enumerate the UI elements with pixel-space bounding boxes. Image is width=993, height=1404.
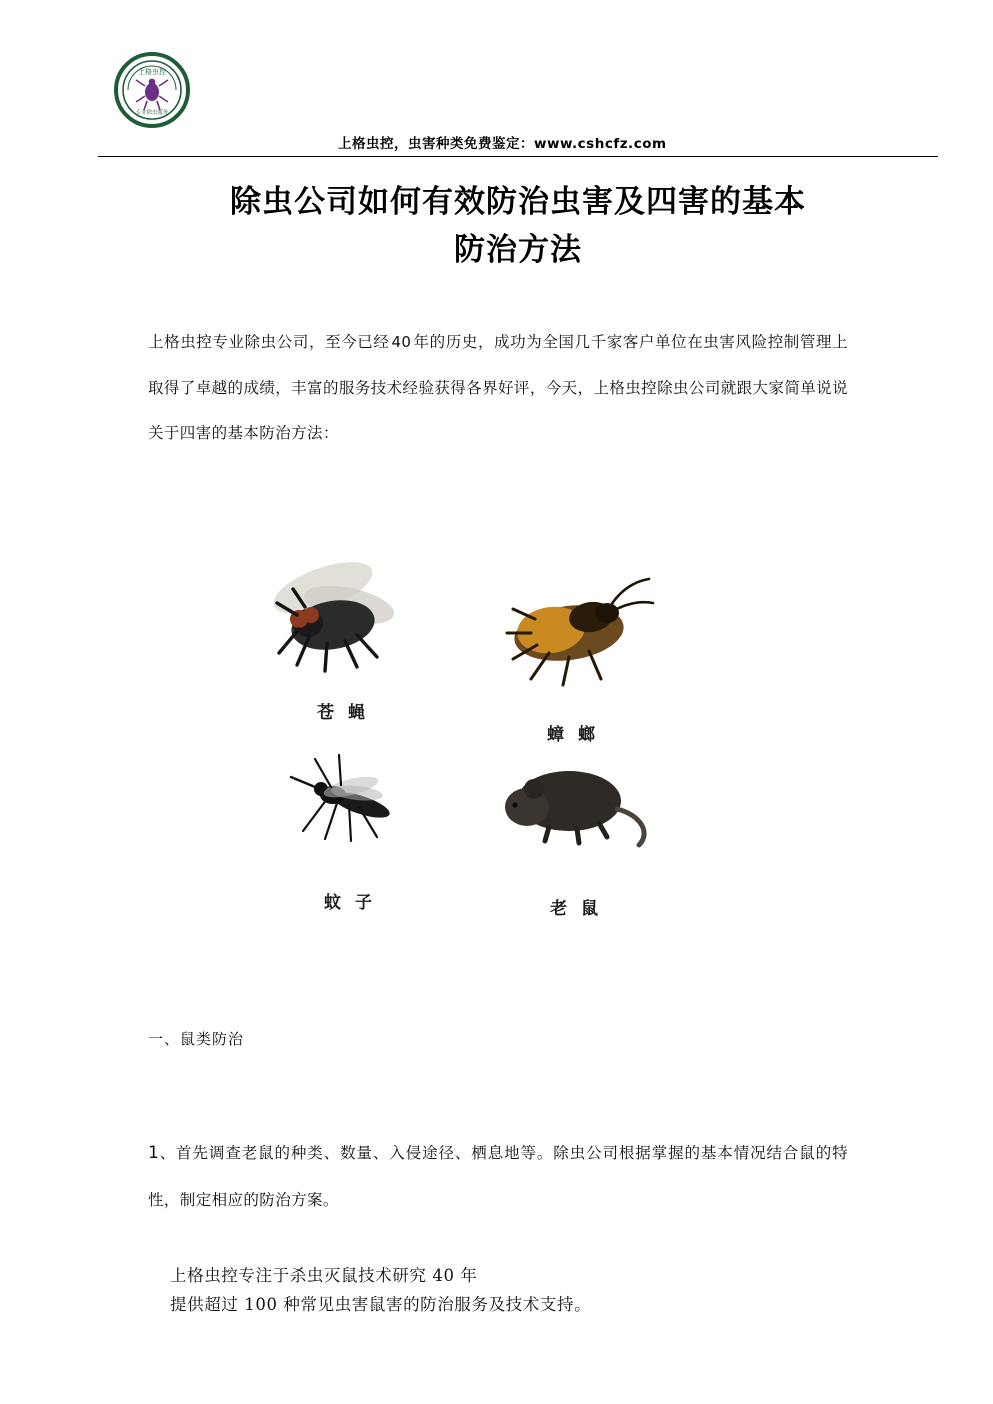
pest-mosquito-label: 蚊 子 bbox=[324, 893, 376, 913]
pest-cockroach bbox=[478, 570, 668, 745]
list-item-text: 、首先调查老鼠的种类、数量、入侵途径、栖息地等。除虫公司根据掌握的基本情况结合鼠的特性，制定相应的防治方案。 bbox=[148, 1144, 848, 1210]
four-pests-figure bbox=[228, 548, 658, 919]
cockroach-illustration-icon bbox=[478, 570, 668, 720]
pest-rat-label: 老 鼠 bbox=[550, 899, 602, 919]
footnote bbox=[170, 1262, 870, 1320]
footnote-line1: 上格虫控专注于杀虫灭鼠技术研究 40 年 bbox=[170, 1266, 478, 1285]
fly-illustration-icon bbox=[238, 548, 448, 698]
header-divider bbox=[98, 156, 938, 157]
pest-rat bbox=[476, 744, 676, 919]
company-logo-icon bbox=[114, 52, 190, 128]
page-title-line1: 除虫公司如何有效防治虫害及四害的基本 bbox=[230, 184, 806, 220]
pest-fly bbox=[238, 548, 448, 723]
document-header bbox=[98, 52, 938, 157]
intro-years: 40 bbox=[391, 333, 412, 351]
rat-illustration-icon bbox=[476, 744, 676, 894]
pest-mosquito bbox=[250, 738, 450, 913]
page-title bbox=[98, 178, 938, 274]
intro-part1: 上格虫控专业除虫公司，至今已经 bbox=[148, 333, 390, 351]
list-item bbox=[148, 1128, 848, 1224]
pest-fly-label: 苍 蝇 bbox=[317, 703, 369, 723]
intro-part2: 年的历史，成功为全国几千家客户单位在虫害风险控制管理上取得了卓越的成绩，丰富的服务技术经验获得各界好评，今天，上格虫控除虫公司就跟大家简单说说关于四害的基本防治方法： bbox=[148, 333, 848, 443]
intro-paragraph bbox=[148, 320, 848, 457]
section-title-rodent-control: 一、鼠类防治 bbox=[148, 1030, 245, 1048]
list-item-index: 1 bbox=[148, 1143, 160, 1163]
footnote-line2: 提供超过 100 种常见虫害鼠害的防治服务及技术支持。 bbox=[170, 1294, 592, 1314]
pest-cockroach-label: 蟑 螂 bbox=[547, 725, 599, 745]
mosquito-illustration-icon bbox=[250, 738, 450, 888]
svg-text:上格虫控: 上格虫控 bbox=[138, 68, 166, 76]
header-tagline: 上格虫控，虫害种类免费鉴定：www.cshcfz.com bbox=[338, 136, 667, 152]
page-title-line2: 防治方法 bbox=[454, 232, 582, 269]
svg-text:专业除虫服务: 专业除虫服务 bbox=[135, 110, 169, 116]
